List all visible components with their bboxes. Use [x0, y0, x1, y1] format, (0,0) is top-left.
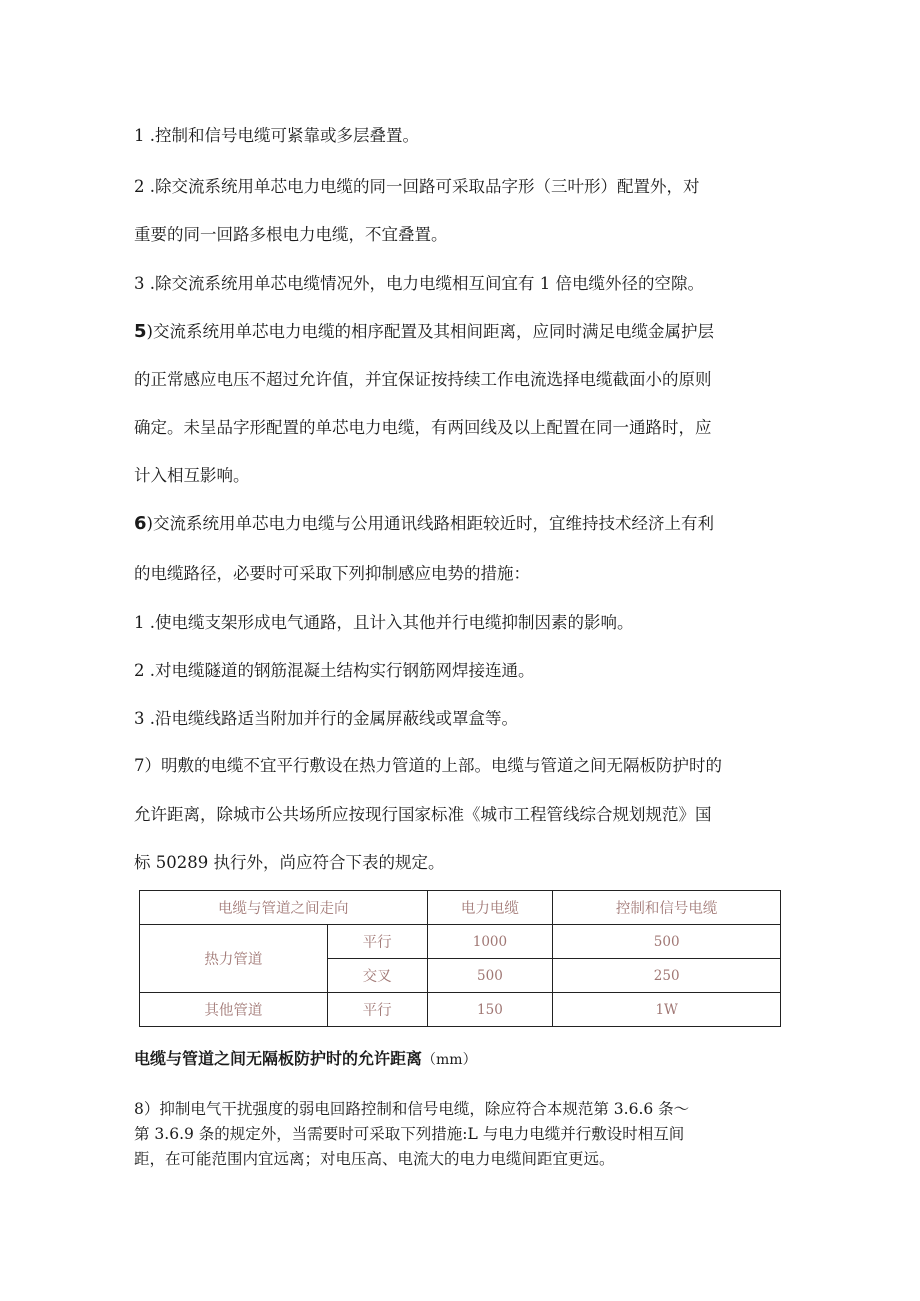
table-caption — [134, 1046, 477, 1069]
table-direction-cell: 交叉 — [327, 959, 427, 993]
paragraph-5-line3: 确定。未呈品字形配置的单芯电力电缆，有两回线及以上配置在同一通路时，应 — [134, 418, 712, 437]
measure-item-3: 3 .沿电缆线路适当附加并行的金属屏蔽线或罩盒等。 — [134, 709, 518, 728]
table-value-cell: 500 — [553, 925, 781, 959]
paragraph-5-line1 — [134, 318, 714, 342]
paragraph-7-line1: 7）明敷的电缆不宜平行敷设在热力管道的上部。电缆与管道之间无隔板防护时的 — [134, 756, 722, 775]
table-value-cell: 250 — [553, 959, 781, 993]
paragraph-6-line2: 的电缆路径，必要时可采取下列抑制感应电势的措施： — [134, 564, 530, 583]
paragraph-8-line2: 第 3.6.9 条的规定外，当需要时可采取下列措施:L 与电力电缆并行敷设时相互间 — [134, 1125, 685, 1143]
table-direction-cell: 平行 — [327, 925, 427, 959]
table-header-cell: 电缆与管道之间走向 — [140, 891, 428, 925]
table-header-cell: 控制和信号电缆 — [553, 891, 781, 925]
measure-item-2: 2 .对电缆隧道的钢筋混凝土结构实行钢筋网焊接连通。 — [134, 661, 535, 680]
item-number: 5 — [134, 321, 147, 342]
table-row — [140, 993, 781, 1027]
table-header-row — [140, 891, 781, 925]
table-value-cell: 1W — [553, 993, 781, 1027]
table-group-cell: 热力管道 — [140, 925, 328, 993]
table-header-cell: 电力电缆 — [427, 891, 553, 925]
paragraph-5-line4: 计入相互影响。 — [134, 466, 250, 485]
measure-item-1: 1 .使电缆支架形成电气通路，且计入其他并行电缆抑制因素的影响。 — [134, 613, 634, 632]
paragraph-item-1: 1 .控制和信号电缆可紧靠或多层叠置。 — [134, 126, 419, 145]
paragraph-7-line3: 标 50289 执行外，尚应符合下表的规定。 — [134, 853, 445, 872]
paragraph-item-2-line1: 2 .除交流系统用单芯电力电缆的同一回路可采取品字形（三叶形）配置外，对 — [134, 177, 700, 196]
paragraph-8-line1: 8）抑制电气干扰强度的弱电回路控制和信号电缆，除应符合本规范第 3.6.6 条～ — [134, 1100, 690, 1118]
table-value-cell: 150 — [427, 993, 553, 1027]
paragraph-text: )交流系统用单芯电力电缆的相序配置及其相间距离，应同时满足电缆金属护层 — [146, 322, 714, 341]
paragraph-7-line2: 允许距离，除城市公共场所应按现行国家标准《城市工程管线综合规划规范》国 — [134, 805, 712, 824]
paragraph-6-line1 — [134, 510, 714, 534]
paragraph-item-2-line2: 重要的同一回路多根电力电缆，不宜叠置。 — [134, 225, 448, 244]
table-direction-cell: 平行 — [327, 993, 427, 1027]
item-number: 6 — [134, 513, 147, 534]
paragraph-8-line3: 距，在可能范围内宜远离；对电压高、电流大的电力电缆间距宜更远。 — [134, 1150, 615, 1168]
table-group-cell: 其他管道 — [140, 993, 328, 1027]
paragraph-item-3: 3 .除交流系统用单芯电缆情况外，电力电缆相互间宜有 1 倍电缆外径的空隙。 — [134, 274, 704, 293]
distance-table — [139, 890, 781, 1027]
paragraph-5-line2: 的正常感应电压不超过允许值，并宜保证按持续工作电流选择电缆截面小的原则 — [134, 370, 712, 389]
table-value-cell: 500 — [427, 959, 553, 993]
table-caption-unit: （mm） — [422, 1052, 477, 1068]
table-value-cell: 1000 — [427, 925, 553, 959]
paragraph-text: )交流系统用单芯电力电缆与公用通讯线路相距较近时，宜维持技术经济上有利 — [146, 514, 714, 533]
table-caption-title: 电缆与管道之间无隔板防护时的允许距离 — [134, 1049, 423, 1068]
table-row — [140, 925, 781, 959]
